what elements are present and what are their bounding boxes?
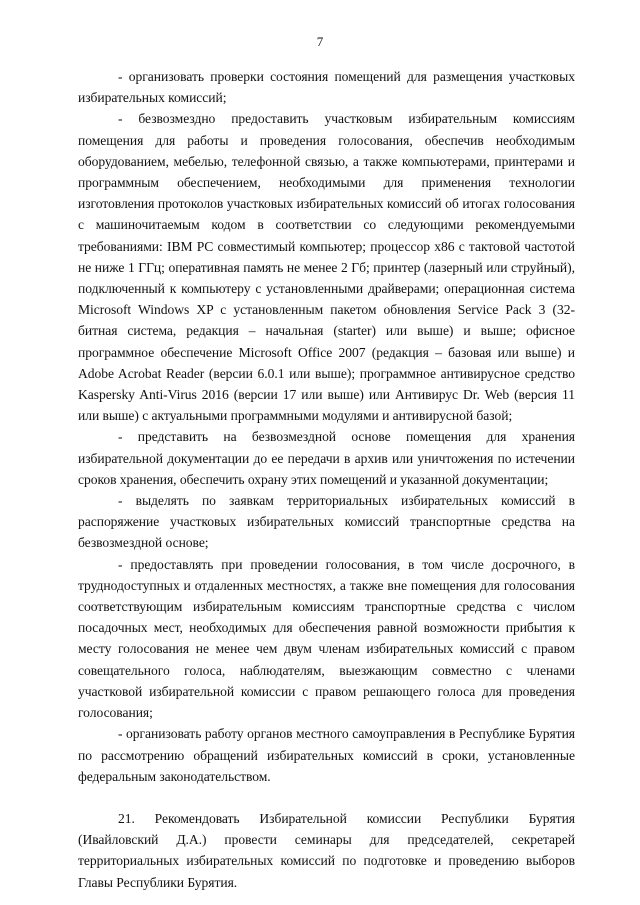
page-number: 7 [316,34,324,49]
paragraph-storage-premises: - представить на безвозмездной основе помещения для хранения избирательной документации до ее передачи в архив или уничтожения по истечении сроков хранения, обеспечить охрану этих помещений и указанной документации; [78,429,575,487]
paragraph-provide-transport: - предоставлять при проведении голосования, в том числе досрочного, в труднодоступных и отдаленных местностях, а также вне помещения для голосования соответствующим избирательным комиссиям транспортные средства с числом посадочных мест, необходимых для обеспечения равной возможности прибытия к месту голосования не менее чем двум членам избирательных комиссий с правом совещательного голоса, наблюдателям, выезжающим совместно с членами участковой избирательной комиссии с правом решающего голоса для проведения голосования; [78,556,575,721]
paragraph-local-government-work: - организовать работу органов местного самоуправления в Республике Бурятия по рассмотрению обращений избирательных комиссий в сроки, установленные федеральным законодательством. [78,726,575,784]
paragraph-inspect-premises: - организовать проверки состояния помещений для размещения участковых избирательных комиссий; [78,69,575,106]
paragraph-provide-premises-equipment: - безвозмездно предоставить участковым избирательным комиссиям помещения для работы и проведения голосования, обеспечив необходимым оборудованием, мебелью, телефонной связью, а также компьютерами, принтерами и программным обеспечением, необходимыми для применения технологии изготовления протоколов участковых избирательных комиссий об итогах голосования с машиночитаемым кодом в соответствии со следующими рекомендуемыми требованиями: IBM PC совместимый компьютер; процессор x86 с тактовой частотой не ниже 1 ГГц; оперативная память не менее 2 Гб; принтер (лазерный или струйный), подключенный к компьютеру с установленными драйверами; операционная система Microsoft Windows XP с установленным пакетом обновления Service Pack 3 (32-битная система, редакция – начальная (starter) или выше) и выше; офисное программное обеспечение Microsoft Office 2007 (редакция – базовая или выше) и Adobe Acrobat Reader (версии 6.0.1 или выше); программное антивирусное средство Kaspersky Anti-Virus 2016 (версии 17 или выше) или Антивирус Dr. Web (версия 11 или выше) с актуальными программными модулями и антивирусной базой; [78,111,575,424]
paragraph-allocate-vehicles: - выделять по заявкам территориальных избирательных комиссий в распоряжение участковых избирательных комиссий транспортные средства на безвозмездной основе; [78,493,575,551]
document-body [78,66,575,893]
paragraph-21-seminars: 21. Рекомендовать Избирательной комиссии Республики Бурятия (Ивайловский Д.А.) провести семинары для председателей, секретарей территориальных избирательных комиссий по подготовке и проведению выборов Главы Республики Бурятия. [78,810,575,890]
